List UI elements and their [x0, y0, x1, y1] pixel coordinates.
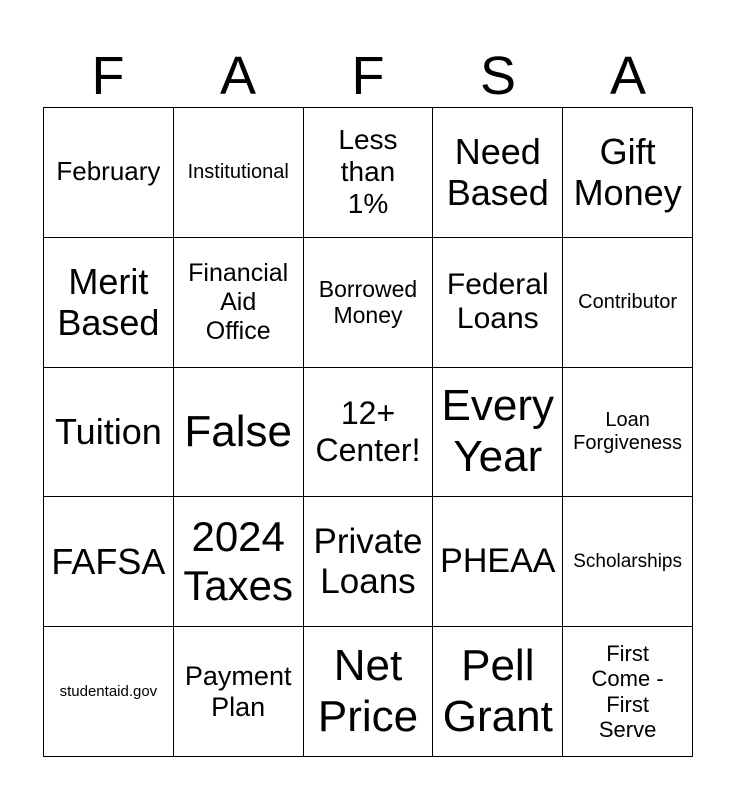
header-letter-s: S	[479, 46, 517, 106]
bingo-cell-r0c1[interactable]	[174, 108, 304, 238]
cell-text: Institutional	[187, 160, 289, 183]
cell-text: Scholarships	[573, 550, 682, 572]
bingo-cell-r3c3[interactable]	[433, 497, 563, 627]
bingo-cell-r0c0[interactable]	[44, 108, 174, 238]
cell-text: FAFSA	[51, 541, 166, 583]
header-letter-a1: A	[219, 46, 257, 106]
cell-text: studentaid.gov	[59, 682, 158, 700]
cell-text: Loan Forgiveness	[573, 408, 683, 454]
cell-text: Contributor	[578, 290, 678, 313]
cell-text: PHEAA	[440, 542, 556, 581]
bingo-cell-r4c1[interactable]	[174, 627, 304, 757]
bingo-cell-r4c3[interactable]	[433, 627, 563, 757]
cell-text: Tuition	[55, 411, 162, 453]
cell-text: Borrowed Money	[318, 275, 418, 329]
bingo-cell-r4c4[interactable]	[563, 627, 693, 757]
bingo-cell-r1c1[interactable]	[174, 238, 304, 368]
bingo-cell-r4c0[interactable]	[44, 627, 174, 757]
cell-text: Every Year	[441, 381, 555, 481]
bingo-cell-r1c0[interactable]	[44, 238, 174, 368]
bingo-header	[43, 46, 693, 106]
bingo-cell-r3c1[interactable]	[174, 497, 304, 627]
cell-text: Need Based	[446, 131, 549, 214]
header-letter-f1: F	[91, 46, 125, 106]
header-letter-f2: F	[351, 46, 385, 106]
cell-text: Financial Aid Office	[188, 259, 289, 345]
cell-text: February	[56, 156, 161, 187]
bingo-cell-r2c4[interactable]	[563, 368, 693, 498]
bingo-cell-r1c4[interactable]	[563, 238, 693, 368]
bingo-cell-r4c2[interactable]	[304, 627, 434, 757]
bingo-cell-r0c3[interactable]	[433, 108, 563, 238]
bingo-cell-r2c2[interactable]	[304, 368, 434, 498]
bingo-cell-r2c1[interactable]	[174, 368, 304, 498]
cell-text: Net Price	[317, 641, 419, 741]
bingo-board	[43, 107, 693, 757]
cell-text: 12+ Center!	[315, 395, 421, 468]
cell-text: First Come - First Serve	[591, 641, 664, 742]
cell-text: Less than 1%	[338, 124, 398, 220]
header-letter-a2: A	[609, 46, 647, 106]
cell-text: Gift Money	[573, 131, 682, 214]
bingo-cell-r0c4[interactable]	[563, 108, 693, 238]
cell-text: Private Loans	[313, 521, 423, 601]
cell-text: Merit Based	[57, 260, 160, 344]
bingo-cell-r3c2[interactable]	[304, 497, 434, 627]
bingo-cell-r3c4[interactable]	[563, 497, 693, 627]
bingo-cell-r2c3[interactable]	[433, 368, 563, 498]
bingo-cell-r1c3[interactable]	[433, 238, 563, 368]
cell-text: Federal Loans	[446, 267, 549, 336]
cell-text: Payment Plan	[184, 660, 292, 722]
cell-text: Pell Grant	[442, 641, 553, 741]
bingo-cell-r1c2[interactable]	[304, 238, 434, 368]
bingo-cell-r0c2[interactable]	[304, 108, 434, 238]
bingo-cell-r2c0[interactable]	[44, 368, 174, 498]
bingo-cell-r3c0[interactable]	[44, 497, 174, 627]
cell-text: 2024 Taxes	[183, 513, 294, 609]
cell-text: False	[184, 406, 292, 456]
